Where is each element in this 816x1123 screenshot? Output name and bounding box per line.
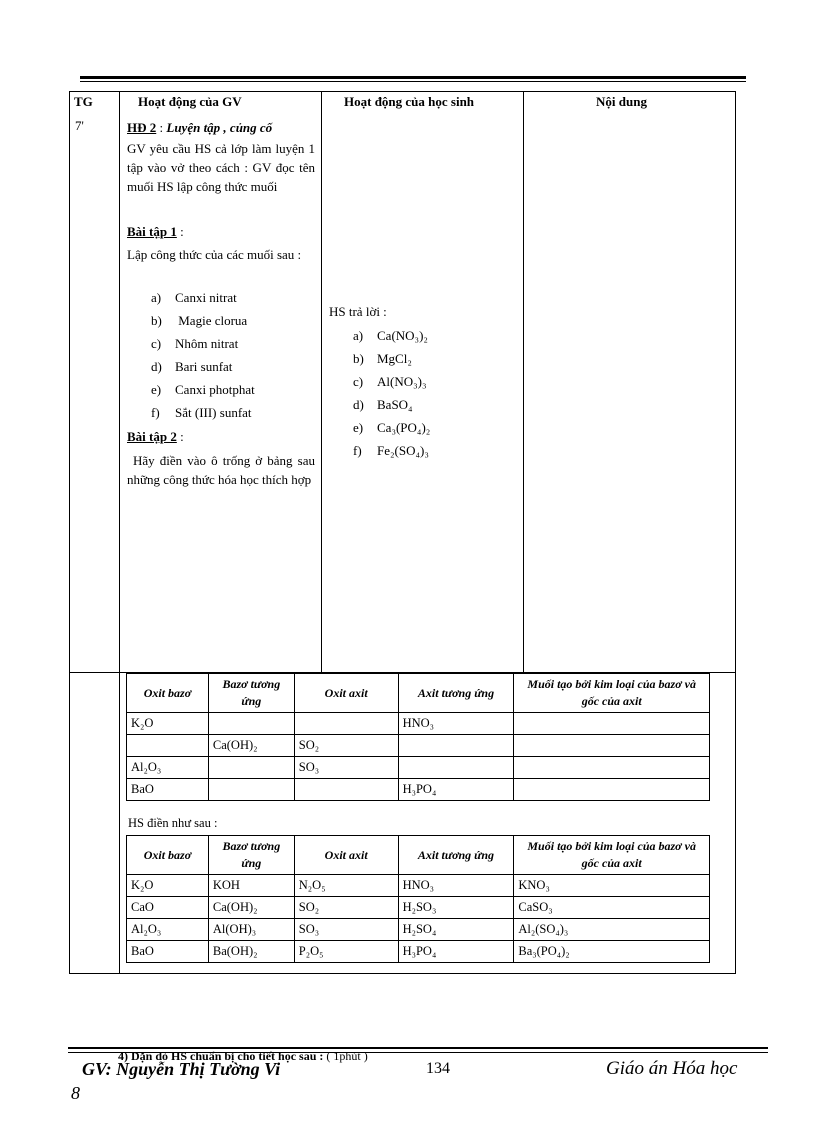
header-rule-thin <box>80 81 746 82</box>
table-cell: CaO <box>127 897 209 919</box>
table-cell <box>514 735 710 757</box>
table-cell <box>294 779 398 801</box>
table-cell: SO₃ <box>294 757 398 779</box>
table-cell: SO₃ <box>294 919 398 941</box>
table-cell: BaO <box>127 941 209 963</box>
activity-title <box>127 118 272 137</box>
answer-table <box>126 835 710 963</box>
table-cell: SO₂ <box>294 897 398 919</box>
list-item <box>353 347 430 370</box>
activity-label: HĐ 2 <box>127 120 157 135</box>
item-label: f) <box>151 405 160 420</box>
table-cell <box>514 713 710 735</box>
th-oxit-axit: Oxit axit <box>294 674 398 713</box>
item-text: Magie clorua <box>175 313 248 328</box>
th-oxit-bazo: Oxit bazơ <box>127 674 209 713</box>
col-divider-tg <box>119 92 120 672</box>
exercise1-prompt: Lập công thức của các muối sau : <box>127 247 302 262</box>
item-text: MgCl₂ <box>377 351 412 366</box>
table-cell: HNO₃ <box>398 875 514 897</box>
table-row <box>127 897 710 919</box>
table-cell: H₃PO₄ <box>398 941 514 963</box>
list-item <box>353 416 430 439</box>
activity-sep: : <box>156 120 167 135</box>
table-cell <box>398 735 514 757</box>
table-row <box>127 735 710 757</box>
table-header-row <box>127 836 710 875</box>
header-tg: TG <box>74 94 93 109</box>
next-lesson-label: 4) Dặn dò HS chuẩn bị cho tiết học sau : <box>118 1049 324 1063</box>
list-item <box>353 393 430 416</box>
table-cell <box>127 735 209 757</box>
item-label: a) <box>151 290 162 305</box>
list-item <box>353 370 430 393</box>
table-row <box>127 713 710 735</box>
exercise1-heading <box>127 222 184 241</box>
col-divider-student <box>523 92 524 672</box>
item-label: d) <box>151 359 162 374</box>
list-item <box>151 332 255 355</box>
exercise2-heading <box>127 427 184 446</box>
time-value: 7' <box>75 118 84 133</box>
table-cell: Ca(OH)₂ <box>208 735 294 757</box>
list-item <box>151 309 255 332</box>
student-intro: HS trả lời : <box>329 304 387 319</box>
table-row <box>127 919 710 941</box>
footer-author: GV: Nguyễn Thị Tường Vi <box>82 1059 281 1079</box>
col-divider-tg-lower <box>119 672 120 973</box>
item-text: Fe₂(SO₄)₃ <box>377 443 429 458</box>
table-cell <box>208 757 294 779</box>
list-item <box>353 439 430 462</box>
col-divider-teacher <box>321 92 322 672</box>
table-cell: Ca(OH)₂ <box>208 897 294 919</box>
activity-text: Luyện tập , củng cố <box>166 120 273 135</box>
footer-subject: Giáo án Hóa học <box>606 1058 738 1079</box>
exercise1-list <box>151 286 255 424</box>
table-cell: Al(OH)₃ <box>208 919 294 941</box>
item-text: BaSO₄ <box>377 397 413 412</box>
header-student-activity: Hoạt động của học sinh <box>344 94 475 109</box>
table-cell: N₂O₅ <box>294 875 398 897</box>
table-cell: Al₂O₃ <box>127 919 209 941</box>
item-label: e) <box>353 420 364 435</box>
item-label: b) <box>151 313 162 328</box>
item-text: Canxi nitrat <box>175 290 237 305</box>
table-cell: P₂O₅ <box>294 941 398 963</box>
footer-grade: 8 <box>71 1083 80 1103</box>
header-rule-thick <box>80 76 746 79</box>
table-cell: CaSO₃ <box>514 897 710 919</box>
table-cell: Ba₃(PO₄)₂ <box>514 941 710 963</box>
list-item <box>353 324 430 347</box>
list-item <box>151 286 255 309</box>
teacher-intro: GV yêu cầu HS cả lớp làm luyện 1 tập vào vở theo cách : GV đọc tên muối HS lập công thức muối <box>127 141 315 194</box>
item-label: f) <box>353 443 362 458</box>
table-cell: H₂SO₃ <box>398 897 514 919</box>
table-cell <box>208 713 294 735</box>
item-text: Canxi photphat <box>175 382 255 397</box>
table-row <box>127 875 710 897</box>
answers-list <box>353 324 430 462</box>
th-axit: Axit tương ứng <box>398 674 514 713</box>
table-cell: KNO₃ <box>514 875 710 897</box>
th-oxit-axit: Oxit axit <box>294 836 398 875</box>
header-teacher-activity: Hoạt động của GV <box>138 94 242 109</box>
th-bazo: Bazơ tương ứng <box>208 674 294 713</box>
table-cell: H₂SO₄ <box>398 919 514 941</box>
table-row <box>127 757 710 779</box>
exercise1-colon: : <box>176 224 184 239</box>
table-cell: HNO₃ <box>398 713 514 735</box>
item-label: c) <box>353 374 364 389</box>
th-axit: Axit tương ứng <box>398 836 514 875</box>
item-text: Ca(NO₃)₂ <box>377 328 428 343</box>
item-label: d) <box>353 397 364 412</box>
exercise2-label: Bài tập 2 <box>127 429 177 444</box>
list-item <box>151 378 255 401</box>
table-cell <box>208 779 294 801</box>
exercise2-prompt: Hãy điền vào ô trống ở bảng sau những công thức hóa học thích hợp <box>127 453 315 487</box>
table-cell: SO₂ <box>294 735 398 757</box>
table-row <box>127 941 710 963</box>
next-lesson-time: ( 1phút ) <box>323 1049 368 1063</box>
table-cell: KOH <box>208 875 294 897</box>
item-label: e) <box>151 382 162 397</box>
item-label: c) <box>151 336 162 351</box>
table-cell <box>514 757 710 779</box>
lesson-table <box>69 91 736 974</box>
th-muoi: Muối tạo bởi kim loại của bazơ và gốc của axit <box>514 674 710 713</box>
list-item <box>151 355 255 378</box>
table-row <box>127 779 710 801</box>
header-content: Nội dung <box>596 94 647 109</box>
filled-caption: HS điền như sau : <box>128 816 218 830</box>
th-muoi: Muối tạo bởi kim loại của bazơ và gốc của axit <box>514 836 710 875</box>
item-text: Al(NO₃)₃ <box>377 374 427 389</box>
exercise-table <box>126 673 710 801</box>
page-number: 134 <box>426 1060 450 1077</box>
list-item <box>151 401 255 424</box>
table-cell: Al₂O₃ <box>127 757 209 779</box>
table-header-row <box>127 674 710 713</box>
item-text: Sắt (III) sunfat <box>175 405 252 420</box>
exercise1-label: Bài tập 1 <box>127 224 177 239</box>
item-text: Nhôm nitrat <box>175 336 239 351</box>
table-cell: K₂O <box>127 875 209 897</box>
table-cell: Ba(OH)₂ <box>208 941 294 963</box>
exercise2-colon: : <box>176 429 184 444</box>
th-oxit-bazo: Oxit bazơ <box>127 836 209 875</box>
table-cell <box>514 779 710 801</box>
item-text: Ca₃(PO₄)₂ <box>377 420 431 435</box>
item-label: b) <box>353 351 364 366</box>
th-bazo: Bazơ tương ứng <box>208 836 294 875</box>
table-cell <box>398 757 514 779</box>
item-text: Bari sunfat <box>175 359 233 374</box>
table-cell <box>294 713 398 735</box>
table-cell: H₃PO₄ <box>398 779 514 801</box>
table-cell: BaO <box>127 779 209 801</box>
table-cell: Al₂(SO₄)₃ <box>514 919 710 941</box>
item-label: a) <box>353 328 364 343</box>
table-cell: K₂O <box>127 713 209 735</box>
